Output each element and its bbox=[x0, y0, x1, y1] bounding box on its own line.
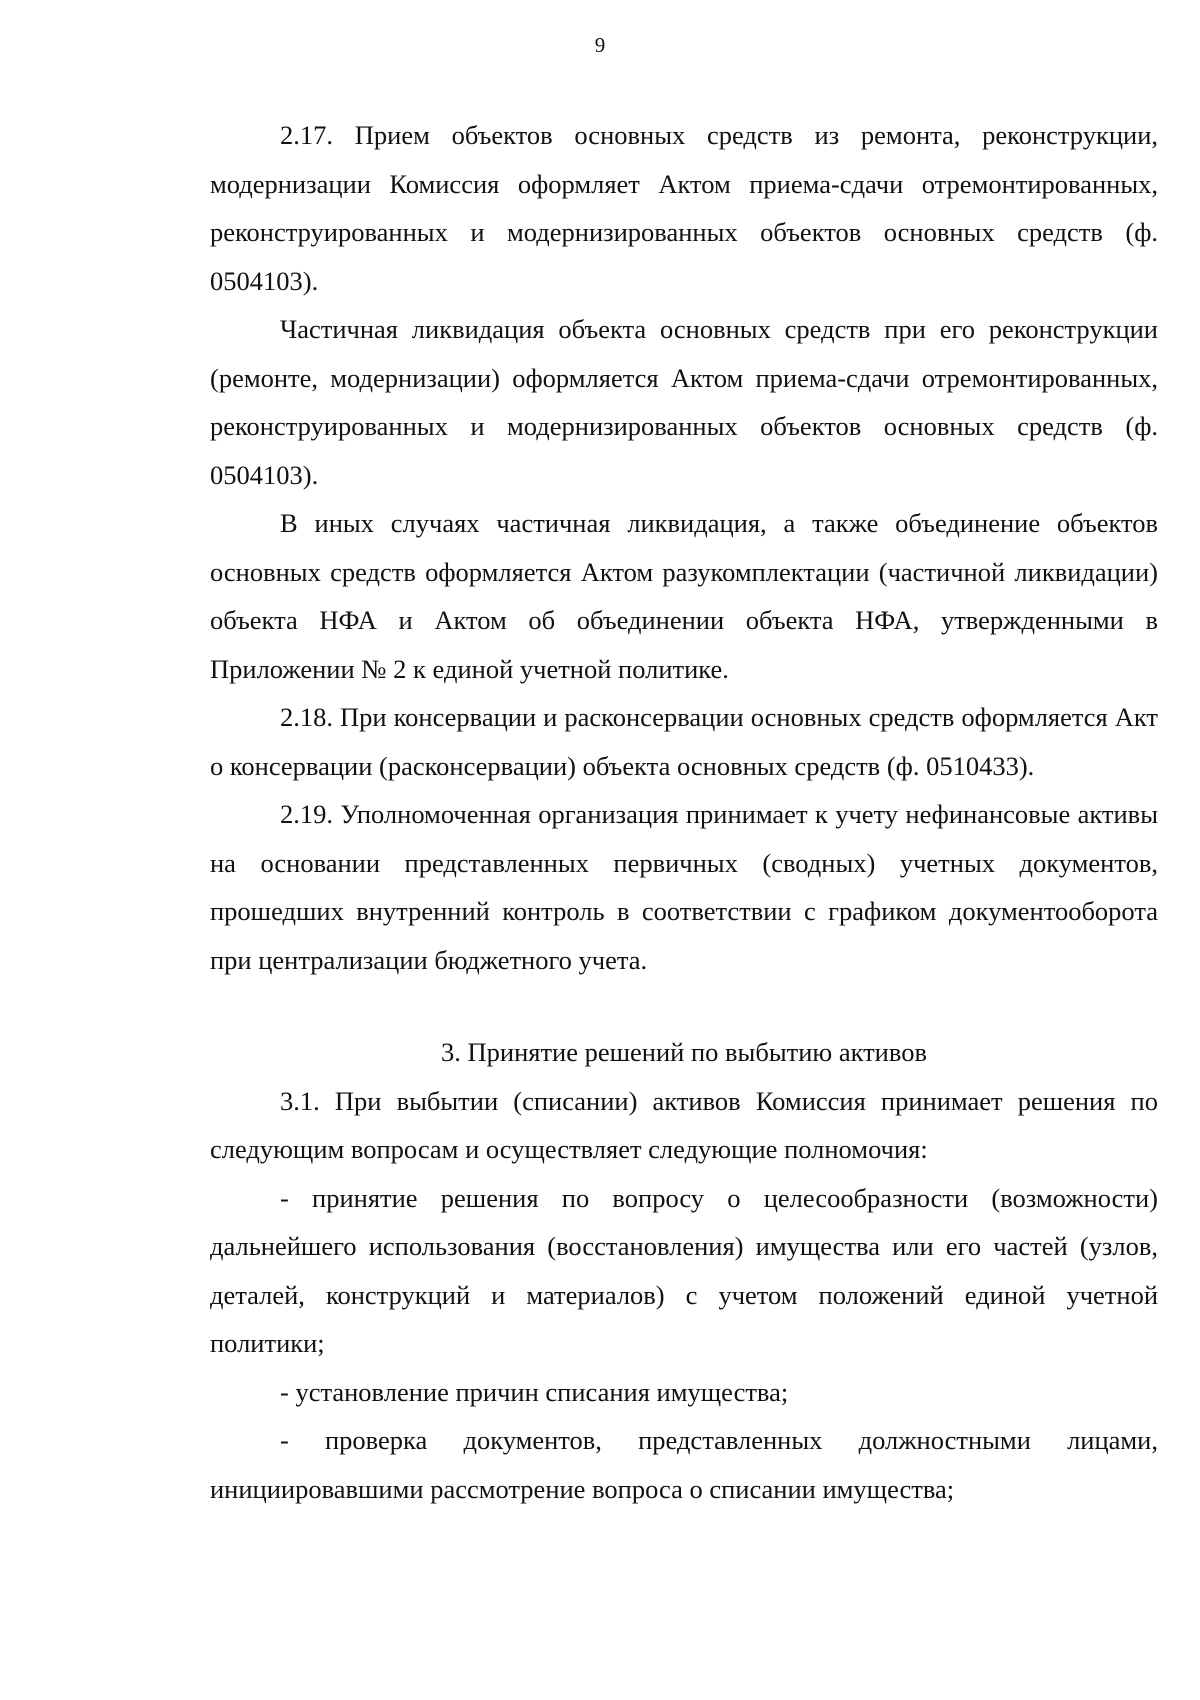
paragraph-2-19: 2.19. Уполномоченная организация принимает к учету нефинансовые активы на основании представленных первичных (сводных) учетных документов, прошедших внутренний контроль в соответствии с графиком документооборота при централизации бюджетного учета. bbox=[210, 799, 1158, 975]
paragraph-3-1: 3.1. При выбытии (списании) активов Комиссия принимает решения по следующим вопросам и осуществляет следующие полномочия: bbox=[210, 1085, 1158, 1164]
paragraph-2-18: 2.18. При консервации и расконсервации основных средств оформляется Акт о консервации (расконсервации) объекта основных средств (ф. 0510433). bbox=[210, 702, 1158, 781]
paragraph-partial-liquidation: Частичная ликвидация объекта основных средств при его реконструкции (ремонте, модернизации) оформляется Актом приема-сдачи отремонтированных, реконструированных и модернизированных объектов основных средств (ф. 0504103). bbox=[210, 314, 1158, 490]
list-item-expediency-decision: - принятие решения по вопросу о целесообразности (возможности) дальнейшего использования (восстановления) имущества или его частей (узлов, деталей, конструкций и материалов) с учетом положений единой учетной политики; bbox=[210, 1182, 1158, 1358]
list-item-write-off-reasons: - установление причин списания имущества; bbox=[280, 1376, 789, 1407]
list-item-documents-check: - проверка документов, представленных должностными лицами, инициировавшими рассмотрение вопроса о списании имущества; bbox=[210, 1425, 1158, 1504]
paragraph-other-cases: В иных случаях частичная ликвидация, а также объединение объектов основных средств оформляется Актом разукомплектации (частичной ликвидации) объекта НФА и Актом об объединении объекта НФА, утвержденными в Приложении № 2 к единой учетной политике. bbox=[210, 508, 1158, 684]
page-number: 9 bbox=[594, 33, 606, 57]
section-heading: 3. Принятие решений по выбытию активов bbox=[441, 1037, 927, 1067]
document-body bbox=[210, 111, 1158, 1513]
paragraph-2-17: 2.17. Прием объектов основных средств из ремонта, реконструкции, модернизации Комиссия оформляет Актом приема-сдачи отремонтированных, реконструированных и модернизированных объектов основных средств (ф. 0504103). bbox=[210, 120, 1158, 296]
